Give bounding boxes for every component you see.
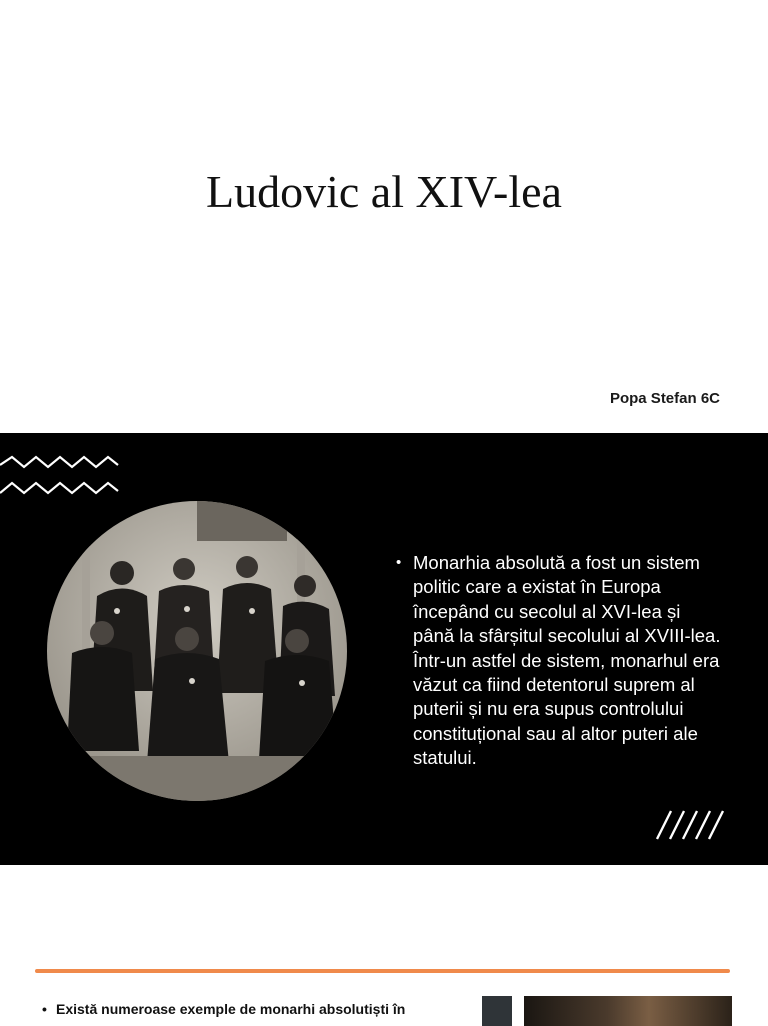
slide-title: Ludovic al XIV-lea (206, 166, 562, 217)
zigzag-lines-icon (0, 455, 120, 503)
content-slide-dark (0, 433, 768, 865)
bullet-text: Există numeroase exemple de monarhi absolutiști în (56, 1001, 406, 1017)
title-slide (0, 0, 768, 432)
accent-rule (35, 969, 730, 973)
bullet-item (42, 1000, 462, 1018)
slash-lines-icon (655, 809, 725, 841)
bullet-dot: • (42, 1001, 47, 1017)
bullet-dot: • (396, 554, 402, 571)
content-slide-light (0, 866, 768, 1024)
portrait-painting-image (524, 996, 732, 1026)
bullet-text: Monarhia absolută a fost un sistem politic care a existat în Europa începând cu secolul al XVI-lea și până la sfârșitul secolului al XVIII-lea. Într-un astfel de sistem, monarhul era văzut ca fiind detentorul suprem al puterii și nu era supus controlului constituțional sau al altor puteri ale statului. (413, 552, 721, 769)
group-portrait-photo (47, 501, 347, 801)
slide-author: Popa Stefan 6C (609, 390, 720, 407)
book-thumbnail-image (482, 996, 512, 1026)
bullet-item (396, 551, 726, 771)
